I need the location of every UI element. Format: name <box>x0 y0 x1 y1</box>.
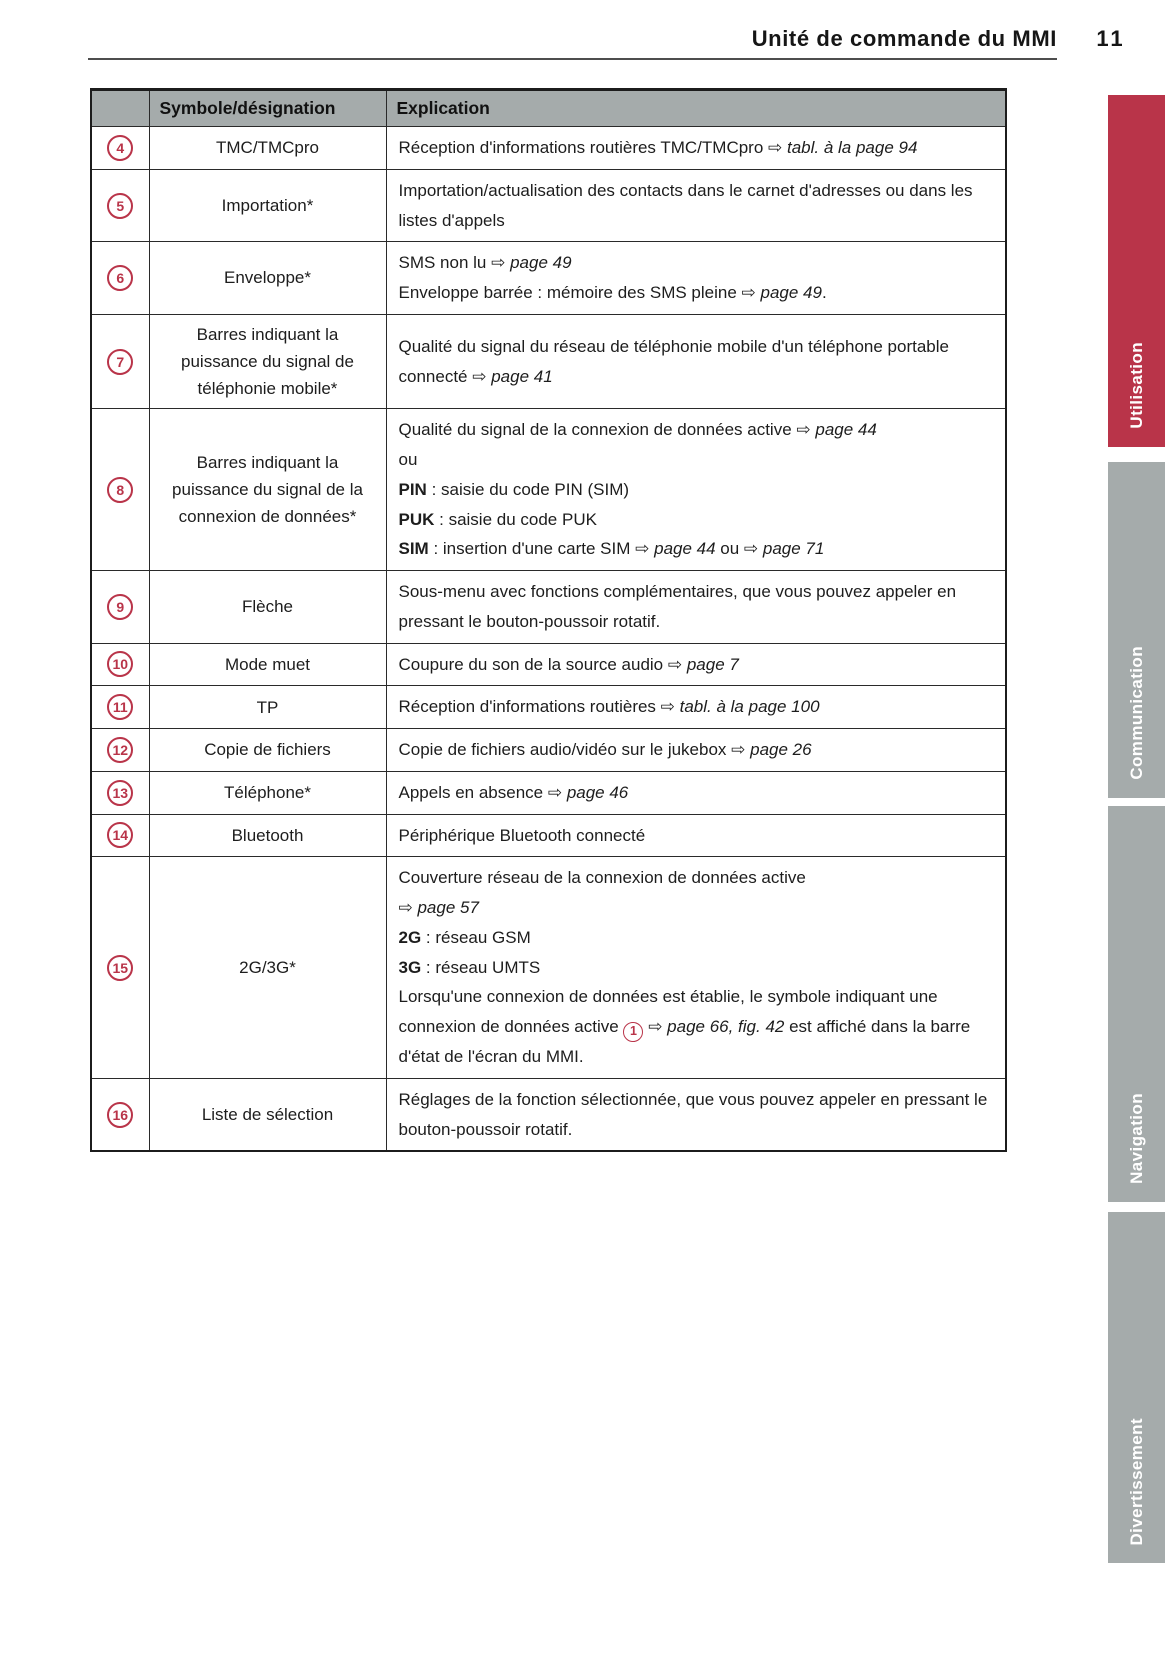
explication-cell: Coupure du son de la source audio ⇨ page 7 <box>386 643 1006 686</box>
sidebar <box>1108 0 1165 1653</box>
symbol-designation-cell: TMC/TMCpro <box>149 127 386 170</box>
page-ref-arrow-icon: ⇨ <box>796 420 816 440</box>
item-number-cell <box>91 643 149 686</box>
page-number: 11 <box>1096 26 1126 51</box>
item-number-badge: 4 <box>107 135 133 161</box>
item-number-cell <box>91 314 149 409</box>
item-number-badge: 13 <box>107 780 133 806</box>
symbol-designation-cell: Copie de fichiers <box>149 729 386 772</box>
table-row <box>91 314 1006 409</box>
page-ref-arrow-icon: ⇨ <box>398 898 418 918</box>
inline-number-badge: 1 <box>623 1022 643 1042</box>
page-ref-arrow-icon: ⇨ <box>743 539 763 559</box>
page-ref-arrow-icon: ⇨ <box>491 253 511 273</box>
sidebar-tab-label: Communication <box>1126 646 1146 780</box>
page-ref-arrow-icon: ⇨ <box>648 1017 668 1037</box>
sidebar-tab-navigation <box>1108 806 1165 1202</box>
item-number-cell <box>91 729 149 772</box>
item-number-cell <box>91 409 149 571</box>
explication-cell: Copie de fichiers audio/vidéo sur le jukebox ⇨ page 26 <box>386 729 1006 772</box>
item-number-badge: 6 <box>107 265 133 291</box>
col-header-designation: Symbole/désignation <box>149 90 386 127</box>
symbol-designation-cell: Barres indiquant la puissance du signal de la connexion de données* <box>149 409 386 571</box>
item-number-cell <box>91 686 149 729</box>
item-number-cell <box>91 771 149 814</box>
item-number-badge: 15 <box>107 955 133 981</box>
explication-cell: Périphérique Bluetooth connecté <box>386 814 1006 857</box>
item-number-badge: 7 <box>107 349 133 375</box>
explication-cell: SMS non lu ⇨ page 49 Enveloppe barrée : mémoire des SMS pleine ⇨ page 49. <box>386 242 1006 315</box>
explication-cell: Qualité du signal du réseau de téléphonie mobile d'un téléphone portable connecté ⇨ page 41 <box>386 314 1006 409</box>
item-number-badge: 5 <box>107 193 133 219</box>
page-title: Unité de commande du MMI <box>751 26 1057 51</box>
page-ref-arrow-icon: ⇨ <box>635 539 655 559</box>
item-number-cell <box>91 169 149 242</box>
symbols-table <box>90 88 1007 1152</box>
symbol-designation-cell: Barres indiquant la puissance du signal de téléphonie mobile* <box>149 314 386 409</box>
sidebar-tab-communication <box>1108 462 1165 798</box>
page-ref-arrow-icon: ⇨ <box>547 782 567 802</box>
page-ref-arrow-icon: ⇨ <box>731 740 751 760</box>
symbol-designation-cell: Liste de sélection <box>149 1078 386 1151</box>
item-number-badge: 8 <box>107 477 133 503</box>
table-row <box>91 1078 1006 1151</box>
symbol-designation-cell: TP <box>149 686 386 729</box>
item-number-badge: 10 <box>107 651 133 677</box>
symbol-designation-cell: 2G/3G* <box>149 857 386 1079</box>
header-rule <box>88 58 1057 60</box>
symbol-designation-cell: Téléphone* <box>149 771 386 814</box>
item-number-badge: 14 <box>107 822 133 848</box>
table-row <box>91 814 1006 857</box>
item-number-badge: 16 <box>107 1102 133 1128</box>
sidebar-tab-label: Divertissement <box>1126 1417 1146 1545</box>
table-row <box>91 242 1006 315</box>
symbol-designation-cell: Enveloppe* <box>149 242 386 315</box>
item-number-badge: 12 <box>107 737 133 763</box>
item-number-badge: 9 <box>107 594 133 620</box>
table-row <box>91 169 1006 242</box>
page-ref-arrow-icon: ⇨ <box>660 697 680 717</box>
explication-cell: Couverture réseau de la connexion de données active ⇨ page 57 2G : réseau GSM 3G : réseau UMTS Lorsqu'une connexion de données est établie, le symbole indiquant une connexion de données active 1 ⇨ page 66, fig. 42 est affiché dans la barre d'état de l'écran du MMI. <box>386 857 1006 1079</box>
explication-cell: Importation/actualisation des contacts dans le carnet d'adresses ou dans les listes d'appels <box>386 169 1006 242</box>
sidebar-tab-divertissement <box>1108 1212 1165 1563</box>
page-ref-arrow-icon: ⇨ <box>667 654 687 674</box>
item-number-badge: 11 <box>107 694 133 720</box>
explication-cell: Réglages de la fonction sélectionnée, que vous pouvez appeler en pressant le bouton-poussoir rotatif. <box>386 1078 1006 1151</box>
page-ref-arrow-icon: ⇨ <box>472 366 492 386</box>
explication-cell: Réception d'informations routières TMC/TMCpro ⇨ tabl. à la page 94 <box>386 127 1006 170</box>
table-row <box>91 571 1006 644</box>
explication-cell: Qualité du signal de la connexion de données active ⇨ page 44 ou PIN : saisie du code PIN (SIM) PUK : saisie du code PUK SIM : insertion d'une carte SIM ⇨ page 44 ou ⇨ page 71 <box>386 409 1006 571</box>
symbol-designation-cell: Bluetooth <box>149 814 386 857</box>
page-ref-arrow-icon: ⇨ <box>768 138 787 157</box>
sidebar-tab-label: Navigation <box>1126 1093 1146 1184</box>
table-row <box>91 857 1006 1079</box>
symbol-designation-cell: Flèche <box>149 571 386 644</box>
table-row <box>91 729 1006 772</box>
table-row <box>91 771 1006 814</box>
explication-cell: Appels en absence ⇨ page 46 <box>386 771 1006 814</box>
item-number-cell <box>91 814 149 857</box>
symbols-table-body <box>91 127 1006 1152</box>
symbol-designation-cell: Importation* <box>149 169 386 242</box>
table-row <box>91 686 1006 729</box>
item-number-cell <box>91 127 149 170</box>
col-header-number <box>91 90 149 127</box>
item-number-cell <box>91 1078 149 1151</box>
item-number-cell <box>91 857 149 1079</box>
explication-cell: Réception d'informations routières ⇨ tabl. à la page 100 <box>386 686 1006 729</box>
symbol-designation-cell: Mode muet <box>149 643 386 686</box>
item-number-cell <box>91 571 149 644</box>
col-header-explication: Explication <box>386 90 1006 127</box>
explication-cell: Sous-menu avec fonctions complémentaires, que vous pouvez appeler en pressant le bouton-poussoir rotatif. <box>386 571 1006 644</box>
page-ref-arrow-icon: ⇨ <box>741 283 761 302</box>
table-row <box>91 127 1006 170</box>
table-header-row <box>91 90 1006 127</box>
item-number-cell <box>91 242 149 315</box>
table-row <box>91 409 1006 571</box>
sidebar-tab-utilisation <box>1108 95 1165 447</box>
table-row <box>91 643 1006 686</box>
sidebar-tab-label: Utilisation <box>1126 342 1146 429</box>
